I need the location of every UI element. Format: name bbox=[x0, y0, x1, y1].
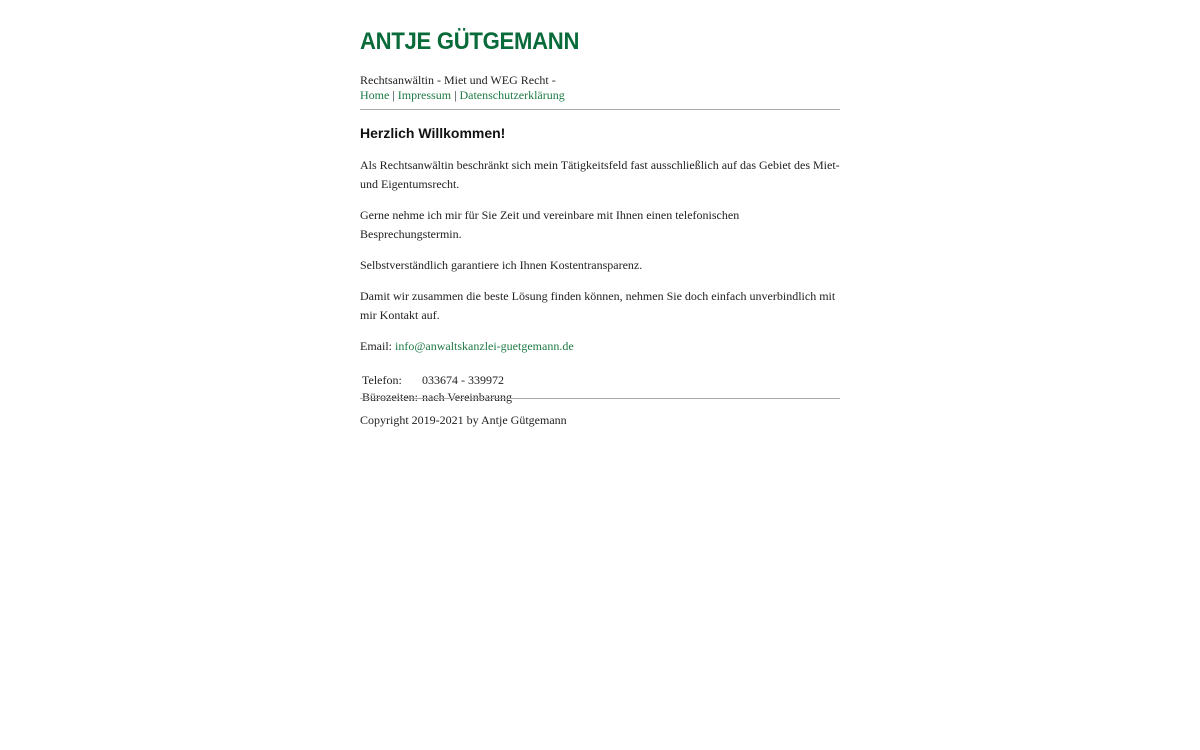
main-content bbox=[360, 156, 840, 406]
paragraph: Als Rechtsanwältin beschränkt sich mein Tätigkeitsfeld fast ausschließlich auf das Gebiet des Miet- und Eigentumsrecht. bbox=[360, 158, 840, 191]
nav-impressum-link[interactable]: Impressum bbox=[397, 88, 452, 102]
nav-separator: | bbox=[454, 88, 457, 102]
nav-separator: | bbox=[392, 88, 395, 102]
nav-datenschutz-link[interactable]: Datenschutzerklärung bbox=[459, 88, 565, 102]
paragraph: Gerne nehme ich mir für Sie Zeit und vereinbare mit Ihnen einen telefonischen Besprechungstermin. bbox=[360, 208, 740, 241]
page-heading: Herzlich Willkommen! bbox=[360, 125, 506, 141]
header-subtitle-block bbox=[360, 73, 565, 103]
paragraph: Selbstverständlich garantiere ich Ihnen Kostentransparenz. bbox=[360, 258, 643, 272]
contact-table bbox=[360, 372, 514, 406]
site-title: ANTJE GÜTGEMANN bbox=[360, 28, 580, 55]
hours-label: Bürozeiten: bbox=[362, 390, 418, 404]
email-label: Email: bbox=[360, 339, 392, 353]
copyright: Copyright 2019-2021 by Antje Gütgemann bbox=[360, 413, 567, 427]
divider bbox=[360, 109, 840, 110]
email-line bbox=[360, 337, 840, 356]
divider bbox=[360, 398, 840, 399]
paragraph: Damit wir zusammen die beste Lösung finden können, nehmen Sie doch einfach unverbindlich mit mir Kontakt auf. bbox=[360, 289, 836, 322]
nav bbox=[360, 88, 565, 103]
email-link[interactable]: info@anwaltskanzlei-guetgemann.de bbox=[395, 339, 574, 353]
table-row bbox=[360, 372, 514, 389]
hours-value: nach Vereinbarung bbox=[421, 390, 513, 404]
phone-value: 033674 - 339972 bbox=[421, 373, 504, 387]
phone-label: Telefon: bbox=[362, 373, 402, 387]
subtitle: Rechtsanwältin - Miet und WEG Recht - bbox=[360, 73, 556, 87]
nav-home-link[interactable]: Home bbox=[360, 88, 390, 102]
